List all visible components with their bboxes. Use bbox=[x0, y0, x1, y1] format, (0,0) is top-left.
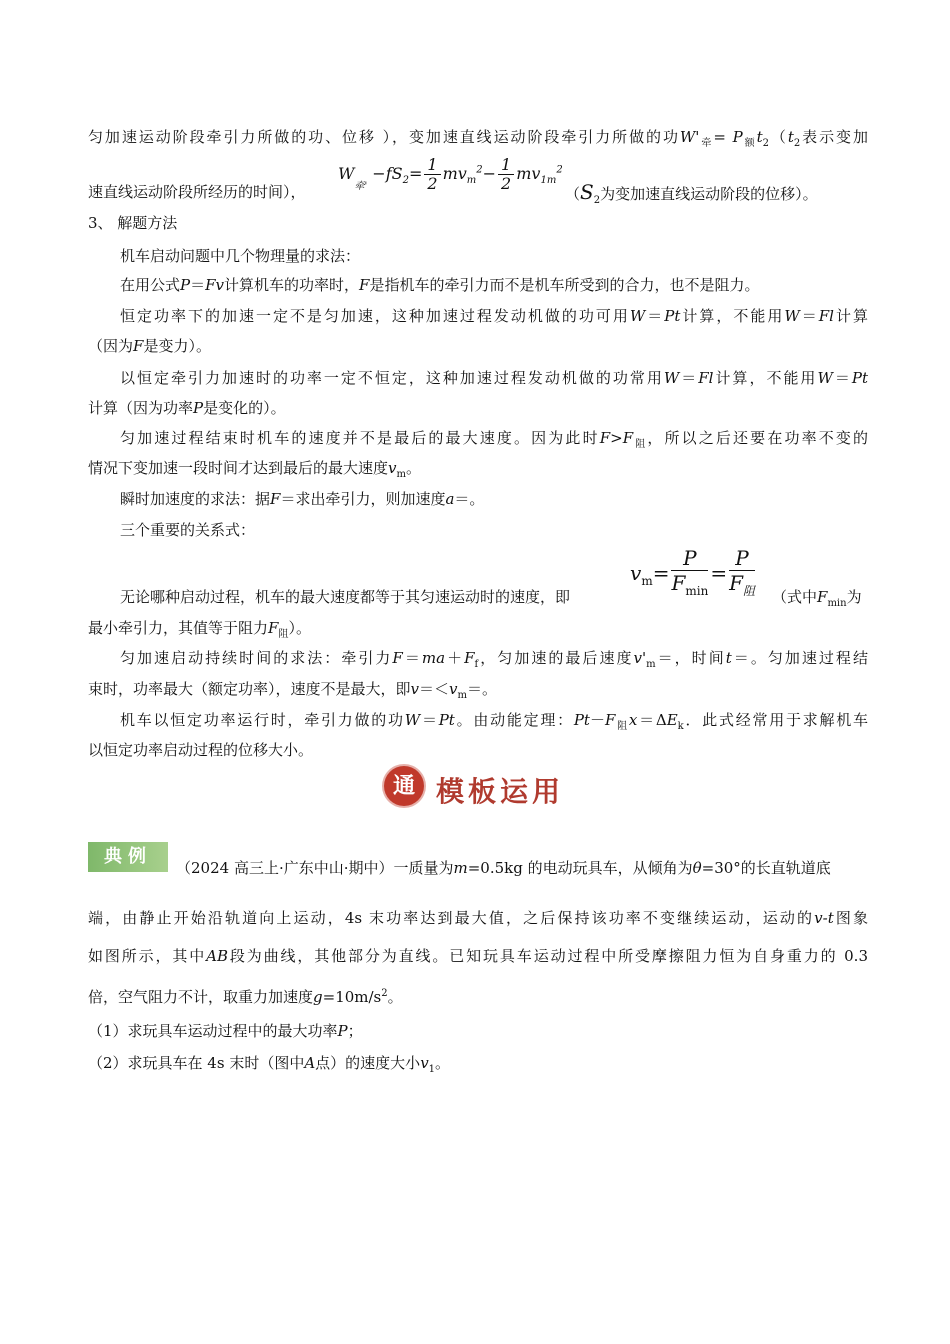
text: 计算（因为功率 bbox=[88, 399, 194, 417]
superscript: 2 bbox=[476, 164, 483, 176]
text: （ bbox=[565, 185, 581, 203]
subscript: m bbox=[396, 469, 406, 480]
text: 是变化的）。 bbox=[203, 399, 286, 417]
math: ma bbox=[421, 649, 446, 667]
subscript: k bbox=[677, 721, 684, 732]
math: F bbox=[464, 649, 475, 667]
text: ＝ bbox=[832, 369, 852, 387]
math: Fl bbox=[818, 307, 834, 325]
energy-equation bbox=[338, 156, 563, 193]
text: ＝ bbox=[645, 307, 665, 325]
text: 束时，功率最大（额定功率），速度不是最大，即 bbox=[88, 680, 411, 698]
text-line bbox=[88, 679, 868, 706]
math: −fS bbox=[372, 164, 403, 183]
text-line bbox=[120, 587, 868, 607]
fraction bbox=[424, 156, 440, 193]
text: （ bbox=[768, 128, 788, 146]
subscript: 阻 bbox=[615, 721, 629, 732]
subscript: 2 bbox=[762, 138, 769, 149]
text: 。 bbox=[435, 1054, 451, 1072]
text: 无论哪种启动过程，机车的最大速度都等于其匀速运动时的速度，即 bbox=[120, 588, 571, 606]
text-line bbox=[120, 246, 868, 266]
math: P bbox=[180, 276, 191, 294]
math: P bbox=[193, 399, 204, 417]
subscript: 阻 bbox=[278, 629, 289, 640]
math: v bbox=[388, 459, 397, 477]
text: 计算机车的功率时， bbox=[224, 276, 360, 294]
math: Fl bbox=[698, 369, 714, 387]
math: θ bbox=[692, 859, 702, 877]
math: E bbox=[666, 711, 678, 729]
denominator: 2 bbox=[501, 174, 512, 193]
subscript: min bbox=[685, 584, 709, 598]
subscript: m bbox=[646, 659, 656, 670]
text: 3、 解题方法 bbox=[88, 214, 178, 232]
text: （2024 高三上·广东中山·期中）一质量为 bbox=[176, 859, 454, 877]
text: ．此式经常用于求解机车 bbox=[683, 711, 868, 729]
math: Fv bbox=[205, 276, 225, 294]
math: AB bbox=[206, 947, 229, 965]
question-1 bbox=[88, 1021, 868, 1041]
math: W bbox=[338, 164, 355, 183]
text: 点）的速度大小 bbox=[315, 1054, 421, 1072]
text: 以恒定功率启动过程的位移大小。 bbox=[88, 741, 314, 759]
subscript: 阻 bbox=[633, 439, 648, 450]
text: ＝＜ bbox=[419, 680, 450, 698]
text-line bbox=[88, 398, 868, 418]
text-line bbox=[120, 710, 868, 737]
text-line bbox=[120, 520, 868, 540]
math: F bbox=[622, 429, 634, 447]
text: 。由动能定理： bbox=[454, 711, 574, 729]
section-heading bbox=[88, 213, 868, 233]
text: 是指机车的牵引力而不是机车所受到的合力，也不是阻力。 bbox=[369, 276, 760, 294]
text: ，匀加速的最后速度 bbox=[478, 649, 634, 667]
math: Pt bbox=[573, 711, 590, 729]
seal-icon: 通 bbox=[384, 766, 424, 806]
text: 图象 bbox=[833, 909, 868, 927]
text: 以恒定牵引力加速时的功率一定不恒定，这种加速过程发动机做的功常用 bbox=[120, 369, 664, 387]
text-line bbox=[120, 428, 868, 455]
math: g bbox=[313, 988, 323, 1006]
text-line bbox=[120, 648, 868, 675]
math: F bbox=[671, 571, 686, 595]
text: 机车以恒定功率运行时，牵引力做的功 bbox=[120, 711, 405, 729]
text: （1）求玩具车运动过程中的最大功率 bbox=[88, 1022, 338, 1040]
math: v bbox=[420, 1054, 429, 1072]
subscript: 1 bbox=[540, 175, 547, 187]
text: 匀加速启动持续时间的求法：牵引力 bbox=[120, 649, 393, 667]
text: 为变加速直线运动阶段的位移）。 bbox=[600, 185, 818, 203]
text: 速直线运动阶段所经历的时间）， bbox=[88, 183, 306, 201]
text-line bbox=[88, 127, 868, 154]
text: ＝求出牵引力，则加速度 bbox=[280, 490, 446, 508]
math: = P bbox=[713, 128, 743, 146]
text-line bbox=[88, 740, 868, 760]
text: 机车启动问题中几个物理量的求法： bbox=[120, 247, 361, 265]
text: =10m/s bbox=[322, 988, 382, 1006]
superscript: 2 bbox=[381, 988, 388, 999]
text: ＝ bbox=[420, 711, 439, 729]
subscript: m bbox=[641, 574, 653, 588]
text: 倍，空气阻力不计，取重力加速度 bbox=[88, 988, 314, 1006]
section-banner bbox=[380, 762, 570, 812]
text-line bbox=[565, 182, 865, 211]
text: 表示变加 bbox=[800, 128, 868, 146]
math: a bbox=[445, 490, 455, 508]
numerator: 1 bbox=[498, 156, 514, 175]
text: 段为曲线，其他部分为直线。已知玩具车运动过程中所受摩擦阻力恒为自身重力的 0.3 bbox=[228, 947, 868, 965]
math: t bbox=[787, 128, 794, 146]
subscript: m bbox=[466, 175, 477, 187]
math: Pt bbox=[851, 369, 868, 387]
math: − bbox=[482, 164, 497, 183]
text: ＋ bbox=[445, 649, 465, 667]
math: F bbox=[392, 649, 403, 667]
text: 恒定功率下的加速一定不是匀加速，这种加速过程发动机做的功可用 bbox=[120, 307, 630, 325]
math: F bbox=[270, 490, 281, 508]
text: ＝。匀加速过程结 bbox=[731, 649, 868, 667]
text-line bbox=[120, 489, 868, 509]
numerator: P bbox=[671, 546, 708, 571]
text: ＝ bbox=[655, 649, 675, 667]
text-line bbox=[120, 275, 868, 295]
text: （2）求玩具车在 4s 末时（图中 bbox=[88, 1054, 305, 1072]
text: 匀加速过程结束时机车的速度并不是最后的最大速度。因为此时 bbox=[120, 429, 600, 447]
numerator: P bbox=[729, 546, 755, 571]
numerator: 1 bbox=[424, 156, 440, 175]
text: > bbox=[610, 429, 623, 447]
text: 。 bbox=[387, 988, 403, 1006]
text: 情况下变加速一段时间才达到最后的最大速度 bbox=[88, 459, 389, 477]
math: = bbox=[408, 164, 423, 183]
subscript: 阻 bbox=[742, 584, 755, 598]
text-line bbox=[88, 946, 868, 966]
math: W bbox=[404, 711, 421, 729]
text: ＝ bbox=[799, 307, 819, 325]
text-line bbox=[772, 587, 868, 614]
text: 匀加速运动阶段牵引力所做的功、位移 ），变加速直线运动阶段牵引力所做的功 bbox=[88, 128, 680, 146]
math: v bbox=[410, 680, 419, 698]
text: 计算，不能用 bbox=[713, 369, 818, 387]
text: ＝ bbox=[402, 649, 422, 667]
subscript: m bbox=[546, 175, 557, 187]
denominator: 2 bbox=[427, 174, 438, 193]
text-line bbox=[88, 458, 868, 485]
subscript: 1 bbox=[428, 1064, 436, 1075]
math: mv bbox=[442, 164, 467, 183]
text: ＝ bbox=[679, 369, 699, 387]
subscript: 2 bbox=[402, 175, 409, 187]
section-title: 模板运用 bbox=[436, 775, 565, 808]
text: 计算 bbox=[833, 307, 868, 325]
text: =30°的长直轨道底 bbox=[701, 859, 831, 877]
fraction bbox=[498, 156, 514, 193]
math: mv bbox=[516, 164, 541, 183]
subscript: 2 bbox=[793, 138, 801, 149]
math: v' bbox=[633, 649, 647, 667]
text: 为 bbox=[846, 588, 862, 606]
math: W' bbox=[679, 128, 700, 146]
text-line bbox=[88, 618, 868, 645]
subscript: min bbox=[827, 598, 847, 609]
math: v bbox=[630, 561, 642, 585]
subscript: 牵' bbox=[354, 181, 368, 193]
math: F bbox=[133, 337, 144, 355]
text-line bbox=[88, 908, 868, 928]
math: S bbox=[580, 180, 594, 204]
text: 最小牵引力，其值等于阻力 bbox=[88, 619, 269, 637]
subscript: m bbox=[457, 690, 467, 701]
math: v bbox=[449, 680, 458, 698]
text: 瞬时加速度的求法：据 bbox=[120, 490, 271, 508]
math: F bbox=[359, 276, 370, 294]
subscript: f bbox=[474, 659, 479, 670]
math: F bbox=[268, 619, 279, 637]
example-tag: 典例 bbox=[88, 842, 168, 872]
text: ＝。 bbox=[454, 490, 485, 508]
text: ＝ bbox=[190, 276, 206, 294]
text-line bbox=[88, 336, 868, 356]
math: P bbox=[337, 1022, 348, 1040]
text: 。 bbox=[405, 459, 421, 477]
math: v-t bbox=[814, 909, 834, 927]
text: （式中 bbox=[772, 588, 818, 606]
math: W bbox=[663, 369, 680, 387]
subscript: 牵 bbox=[699, 138, 714, 149]
text-line bbox=[120, 306, 868, 326]
text: ＝。 bbox=[466, 680, 497, 698]
text-line bbox=[176, 858, 868, 878]
math: F bbox=[604, 711, 616, 729]
math: Pt bbox=[438, 711, 455, 729]
math: F bbox=[599, 429, 611, 447]
text: 三个重要的关系式： bbox=[120, 521, 256, 539]
text: ）。 bbox=[288, 619, 311, 637]
math: = bbox=[710, 561, 728, 585]
math: W bbox=[817, 369, 833, 387]
text-line bbox=[88, 984, 868, 1007]
math: W bbox=[629, 307, 646, 325]
subscript: 2 bbox=[593, 195, 601, 206]
math: F bbox=[817, 588, 828, 606]
question-2 bbox=[88, 1053, 868, 1080]
math: A bbox=[304, 1054, 316, 1072]
text: 是变力）。 bbox=[143, 337, 211, 355]
subscript: 额 bbox=[742, 138, 757, 149]
text: ； bbox=[347, 1022, 363, 1040]
math: W bbox=[784, 307, 800, 325]
math: Pt bbox=[664, 307, 681, 325]
math: = bbox=[652, 561, 670, 585]
math: t bbox=[725, 649, 732, 667]
text: （因为 bbox=[88, 337, 134, 355]
text: 在用公式 bbox=[120, 276, 181, 294]
text: 如图所示，其中 bbox=[88, 947, 207, 965]
math: x bbox=[628, 711, 638, 729]
text: － bbox=[589, 711, 605, 729]
text: 端，由静止开始沿轨道向上运动，4s 末功率达到最大值，之后保持该功率不变继续运动，运动的 bbox=[88, 909, 815, 927]
superscript: 2 bbox=[556, 164, 563, 176]
text: 计算，不能用 bbox=[680, 307, 785, 325]
text-line bbox=[120, 368, 868, 388]
text: ，所以之后还要在功率不变的 bbox=[647, 429, 868, 447]
text: ＝Δ bbox=[637, 711, 667, 729]
math: F bbox=[729, 571, 743, 595]
math: m bbox=[453, 859, 468, 877]
text: ，时间 bbox=[674, 649, 726, 667]
math: t bbox=[756, 128, 763, 146]
text: =0.5kg 的电动玩具车，从倾角为 bbox=[467, 859, 693, 877]
